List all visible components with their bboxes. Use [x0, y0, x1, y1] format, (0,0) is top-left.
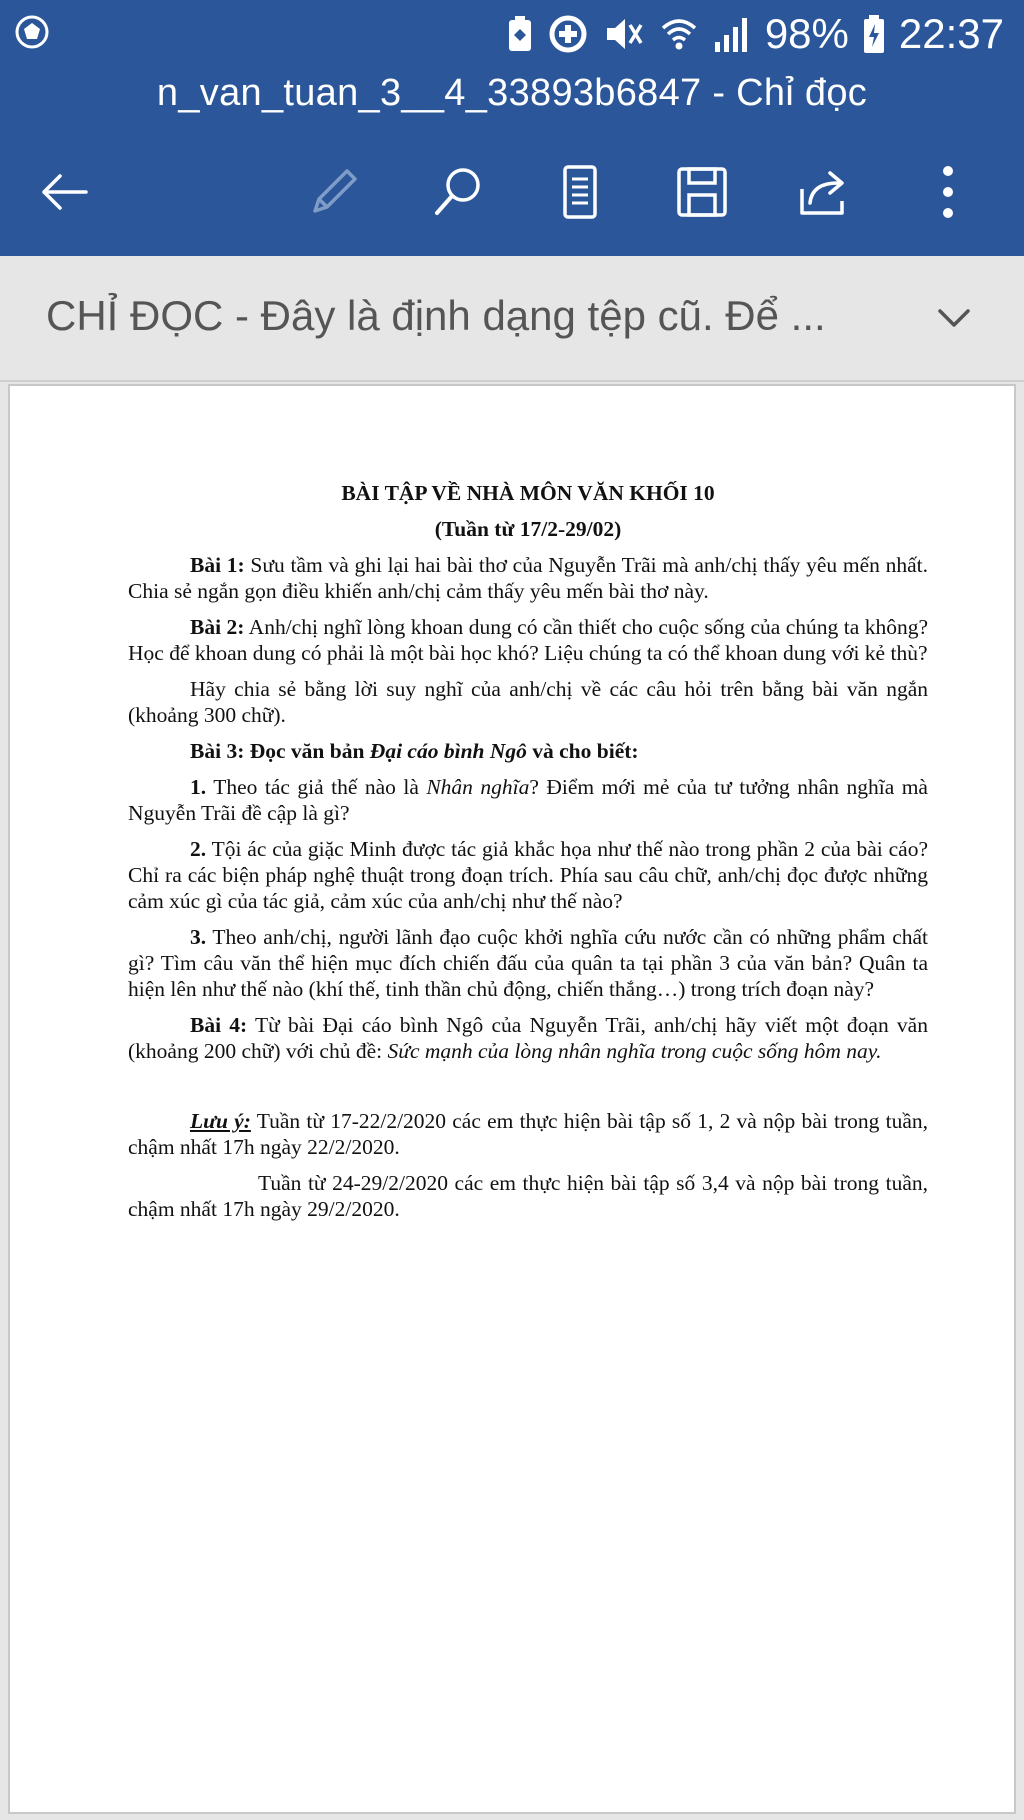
search-button[interactable]: [426, 160, 490, 224]
bai-3-label: Bài 3: Đọc văn bản: [190, 739, 370, 763]
question-1-text-b: ? Điểm mới mẻ của tư tưởng nhân nghĩa mà Nguyễn Trãi đề cập là gì?: [128, 775, 928, 825]
more-vertical-icon: [938, 163, 958, 221]
bai-2-label: Bài 2:: [190, 615, 245, 639]
reading-view-button[interactable]: [548, 160, 612, 224]
banner-message: CHỈ ĐỌC - Đây là định dạng tệp cũ. Để ...: [46, 292, 826, 339]
chevron-down-icon[interactable]: [932, 296, 976, 340]
search-icon: [429, 163, 487, 221]
read-only-banner[interactable]: [0, 256, 1024, 382]
question-1-term: Nhân nghĩa: [426, 775, 530, 799]
arrow-left-icon: [36, 164, 92, 220]
app-header: [0, 0, 1024, 256]
note-label: Lưu ý:: [190, 1109, 251, 1133]
document-body: [128, 480, 928, 1232]
paragraph-bai-2: [128, 614, 928, 666]
bai-4-text: Từ bài Đại cáo bình Ngô của Nguyễn Trãi, anh/chị hãy viết một đoạn văn (khoảng 200 chữ) với chủ đề:: [128, 1013, 928, 1063]
edit-button[interactable]: [302, 160, 366, 224]
pencil-icon: [305, 163, 363, 221]
question-1: [128, 774, 928, 826]
status-bar: [0, 0, 1024, 68]
question-2: [128, 836, 928, 914]
toolbar: [0, 150, 1024, 230]
bai-2-text: Anh/chị nghĩ lòng khoan dung có cần thiết cho cuộc sống của chúng ta không? Học để khoan dung có phải là một bài học khó? Liệu chúng ta có thể khoan dung với kẻ thù?: [128, 615, 928, 665]
wifi-icon: [659, 14, 699, 54]
save-button[interactable]: [670, 160, 734, 224]
question-1-number: 1.: [190, 775, 207, 799]
clock: 22:37: [898, 10, 1004, 57]
doc-subheading: (Tuần từ 17/2-29/02): [434, 517, 622, 541]
save-icon: [673, 163, 731, 221]
note-paragraph-1: [128, 1108, 928, 1160]
battery-saver-icon: [507, 15, 533, 53]
document-icon: [555, 163, 605, 221]
question-2-number: 2.: [190, 837, 207, 861]
document-page: [8, 384, 1016, 1814]
battery-charging-icon: [863, 14, 885, 54]
mute-icon: [603, 13, 645, 55]
bai-1-label: Bài 1:: [190, 553, 245, 577]
question-2-text: Tội ác của giặc Minh được tác giả khắc họa như thế nào trong phần 2 của bài cáo? Chỉ ra các biện pháp nghệ thuật trong đoạn trích. Phía sau câu chữ, anh/chị đọc được những cảm xúc gì của tác giả, cảm xúc của anh/chị như thế nào?: [128, 837, 928, 913]
bai-3-tail: và cho biết:: [526, 739, 639, 763]
paragraph-bai-3: [128, 738, 928, 764]
question-3-number: 3.: [190, 925, 207, 949]
app-notification-icon: [14, 14, 50, 50]
question-3: [128, 924, 928, 1002]
more-options-button[interactable]: [916, 160, 980, 224]
bai-1-text: Sưu tầm và ghi lại hai bài thơ của Nguyễn Trãi mà anh/chị thấy yêu mến nhất. Chia sẻ ngắn gọn điều khiến anh/chị cảm thấy yêu mến bài thơ này.: [128, 553, 928, 603]
data-saver-icon: [547, 13, 589, 55]
document-title: n_van_tuan_3__4_33893b6847 - Chỉ đọc: [156, 72, 868, 114]
note-1-text: Tuần từ 17-22/2/2020 các em thực hiện bài tập số 1, 2 và nộp bài trong tuần, chậm nhất 17h ngày 22/2/2020.: [128, 1109, 928, 1159]
question-1-text-a: Theo tác giả thế nào là: [206, 775, 427, 799]
paragraph-bai-2-note: Hãy chia sẻ bằng lời suy nghĩ của anh/chị về các câu hỏi trên bằng bài văn ngắn (khoảng 300 chữ).: [128, 677, 928, 727]
back-button[interactable]: [32, 160, 96, 224]
bai-4-label: Bài 4:: [190, 1013, 248, 1037]
share-button[interactable]: [792, 160, 856, 224]
bai-3-work-title: Đại cáo bình Ngô: [369, 739, 527, 763]
doc-heading: BÀI TẬP VỀ NHÀ MÔN VĂN KHỐI 10: [341, 481, 715, 505]
paragraph-bai-1: [128, 552, 928, 604]
question-3-text: Theo anh/chị, người lãnh đạo cuộc khởi nghĩa cứu nước cần có những phẩm chất gì? Tìm câu văn thể hiện mục đích chiến đấu của quân ta tại phần 3 của văn bản? Quân ta hiện lên như thế nào (khí thế, tinh thần chủ động, chiến thắng…) trong trích đoạn này?: [128, 925, 928, 1001]
battery-percent: 98%: [764, 10, 849, 57]
note-paragraph-2: Tuần từ 24-29/2/2020 các em thực hiện bài tập số 3,4 và nộp bài trong tuần, chậm nhất 17h ngày 29/2/2020.: [128, 1171, 928, 1221]
paragraph-bai-4: [128, 1012, 928, 1064]
bai-4-topic: Sức mạnh của lòng nhân nghĩa trong cuộc sống hôm nay.: [387, 1039, 882, 1063]
share-icon: [794, 163, 854, 221]
signal-icon: [713, 14, 751, 54]
